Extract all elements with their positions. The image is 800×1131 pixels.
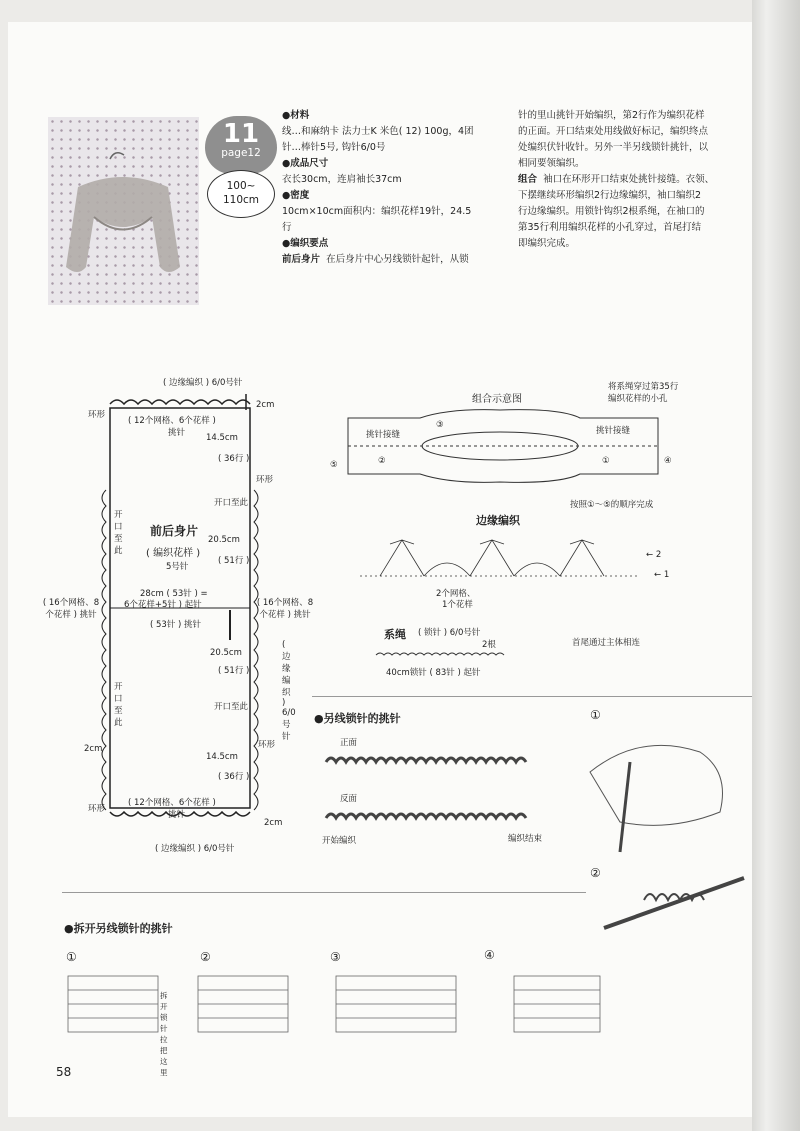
cord-chain: [376, 650, 516, 660]
assembly-line: 袖口在环形开口结束处挑针接缝。衣领、: [543, 174, 715, 185]
gauge-heading: ●密度: [282, 190, 310, 201]
edging-row-1: ← 1: [654, 570, 670, 580]
assembly-label: 组合: [518, 174, 538, 185]
side-right-label: ( 16个网格、8个花样 ) 挑针: [256, 598, 314, 620]
hand-illustration-1: [580, 712, 740, 852]
assembly-line: 即编织完成。: [518, 238, 576, 249]
edging-repeat-1: 2个网格、: [436, 589, 476, 599]
order-note: 按照①～⑤的顺序完成: [570, 500, 654, 510]
size-text: 衣长30cm，连肩袖长37cm: [282, 174, 402, 185]
size-circle: [207, 170, 275, 218]
unravel-swatches: [64, 970, 604, 1040]
bottom-pick-count: ( 12个网格、6个花样 ): [128, 798, 216, 808]
provisional-end: 编织结束: [508, 834, 543, 844]
unravel-step-3: ③: [330, 950, 341, 964]
open-end-bottom-left: 开口至此: [114, 682, 123, 728]
materials-heading: ●材料: [282, 110, 310, 121]
rows36-bottom: ( 36行 ): [218, 772, 250, 782]
assembly-n2: ②: [378, 456, 386, 466]
chain-front: [326, 752, 546, 772]
cord-count: 2根: [482, 640, 496, 650]
edging-chart: [350, 530, 650, 590]
assembly-n4: ④: [664, 456, 672, 466]
materials-line-2: 针…棒针5号, 钩针6/0号: [282, 142, 386, 153]
assembly-paragraph: [518, 172, 744, 188]
bottom-pick-label: 挑针: [168, 810, 186, 820]
unravel-note: 拆开锁针拉把这里: [160, 991, 168, 1077]
cord-subtitle: ( 锁针 ) 6/0号针: [418, 628, 481, 638]
edging-title: 边缘编织: [476, 514, 520, 527]
center-cast-on-1: 28cm ( 53针 ) =: [140, 589, 208, 599]
open-end-right: 开口至此: [214, 498, 249, 508]
steps-paragraph: [282, 252, 504, 268]
unravel-step-2: ②: [200, 950, 211, 964]
ring-label-right: 环形: [256, 475, 274, 485]
rows51-bottom: ( 51行 ): [218, 666, 250, 676]
size-line-2: 110cm: [222, 194, 260, 206]
cm2-top: 2cm: [256, 400, 275, 410]
pattern-number: 11: [222, 119, 260, 149]
col2-line: 处编织伏针收针。另外一半另线锁针挑针，以: [518, 142, 709, 153]
unravel-step-1: ①: [66, 950, 77, 964]
hand-step-1: ①: [590, 708, 601, 722]
seam-right: 挑针接缝: [596, 426, 631, 436]
open-end-left: 开口至此: [114, 510, 123, 556]
page-reference: page12: [221, 147, 261, 159]
section-divider-2: [62, 892, 586, 893]
hand-step-2: ②: [590, 866, 601, 880]
edge-side-label: ( 边缘编织 ) 6/0号针: [282, 640, 296, 742]
assembly-line: 下摆继续环形编织2行边缘编织，袖口编织2: [518, 190, 702, 201]
cm145-top: 14.5cm: [206, 433, 238, 443]
seam-left: 挑针接缝: [366, 430, 401, 440]
provisional-back: 反面: [340, 794, 358, 804]
edging-repeat-2: 1个花样: [442, 600, 473, 610]
cm2-left: 2cm: [84, 744, 103, 754]
assembly-sketch: [340, 404, 670, 484]
provisional-title: ●另线锁针的挑针: [314, 712, 401, 725]
page-number: 58: [56, 1065, 72, 1079]
rows36-top: ( 36行 ): [218, 454, 250, 464]
garment-outline: [348, 410, 658, 483]
cord-length: 40cm锁针 ( 83针 ) 起针: [386, 668, 481, 678]
size-heading: ●成品尺寸: [282, 158, 329, 169]
assembly-n5: ⑤: [330, 460, 338, 470]
size-line-1: 100~: [226, 180, 256, 192]
assembly-line: 第35行利用编织花样的小孔穿过，首尾打结: [518, 222, 702, 233]
assembly-note-1: 将系绳穿过第35行: [608, 382, 679, 392]
edge-bottom-label: ( 边缘编织 ) 6/0号针: [155, 844, 235, 854]
hand-illustration-2: [604, 860, 754, 930]
body-needle: 5号针: [166, 562, 189, 572]
top-pick-count: ( 12个网格、6个花样 ): [128, 416, 216, 426]
provisional-start: 开始编织: [322, 836, 357, 846]
body-pattern: ( 编织花样 ): [146, 548, 201, 559]
ring-label-bottom-right: 环形: [258, 740, 276, 750]
cord-title: 系绳: [384, 628, 406, 641]
gauge-text-2: 行: [282, 222, 292, 233]
cm2-bottom: 2cm: [264, 818, 283, 828]
ring-label-top: 环形: [88, 410, 106, 420]
book-gutter: [752, 0, 800, 1131]
steps-heading: ●编织要点: [282, 238, 329, 249]
assembly-title: 组合示意图: [472, 394, 522, 405]
cord-ends-note: 首尾通过主体相连: [572, 638, 641, 648]
cm205-top: 20.5cm: [208, 535, 240, 545]
rows51-top: ( 51行 ): [218, 556, 250, 566]
side-left-label: ( 16个网格、8个花样 ) 挑针: [42, 598, 100, 620]
unravel-step-4: ④: [484, 948, 495, 962]
steps-text: 在后身片中心另线锁针起针，从锁: [326, 254, 469, 265]
left-edge-scallops: [102, 490, 106, 810]
provisional-front: 正面: [340, 738, 358, 748]
materials-line-1: 线…和麻纳卡 法力士K 米色( 12) 100g，4团: [282, 126, 474, 137]
instructions-column-2: [518, 108, 744, 252]
cm205-bottom: 20.5cm: [210, 648, 242, 658]
steps-label: 前后身片: [282, 254, 321, 265]
shrug-illustration: [48, 117, 199, 305]
assembly-note-2: 编织花样的小孔: [608, 394, 668, 404]
gauge-text-1: 10cm×10cm面积内：编织花样19针，24.5: [282, 206, 472, 217]
col2-line: 针的里山挑针开始编织，第2行作为编织花样: [518, 110, 705, 121]
center-pick: ( 53针 ) 挑针: [150, 620, 202, 630]
assembly-n1: ①: [602, 456, 610, 466]
top-pick-label: 挑针: [168, 428, 186, 438]
edge-top-label: ( 边缘编织 ) 6/0号针: [163, 378, 243, 388]
right-edge-scallops: [254, 490, 258, 810]
center-cast-on-2: 6个花样+5针 ) 起针: [124, 600, 202, 610]
assembly-line: 行边缘编织。用锁针钩织2根系绳，在袖口的: [518, 206, 705, 217]
open-end-bottom-right: 开口至此: [214, 702, 249, 712]
col2-line: 相同要领编织。: [518, 158, 585, 169]
unravel-title: ●拆开另线锁针的挑针: [64, 922, 173, 935]
assembly-n3: ③: [436, 420, 444, 430]
section-divider-1: [312, 696, 752, 697]
edging-row-2: ← 2: [646, 550, 662, 560]
garment-photo: [48, 117, 199, 305]
col2-line: 的正面。开口结束处用线做好标记，编织终点: [518, 126, 709, 137]
top-edge-scallops: [110, 400, 250, 404]
body-title: 前后身片: [150, 524, 199, 538]
instructions-column-1: [282, 108, 504, 268]
chain-back: [326, 808, 546, 828]
pattern-badge: [205, 116, 281, 224]
ring-label-bottom: 环形: [88, 804, 106, 814]
cm145-bottom: 14.5cm: [206, 752, 238, 762]
pattern-number-circle: [205, 116, 277, 174]
